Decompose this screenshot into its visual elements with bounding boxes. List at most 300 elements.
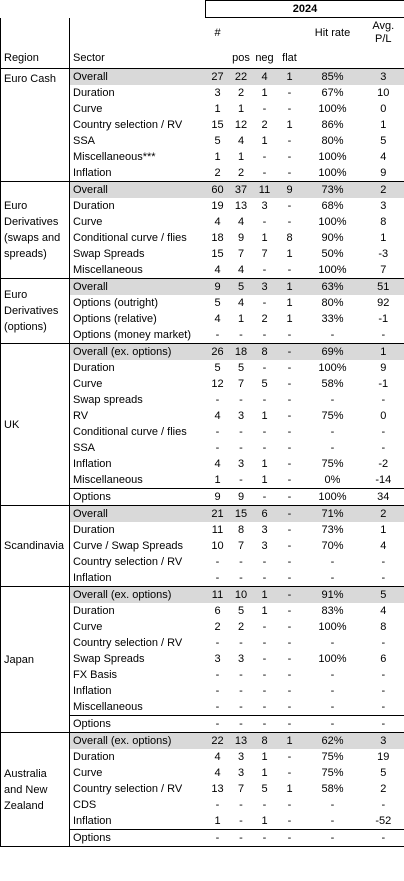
- flat-cell: -: [287, 394, 292, 406]
- flat-cell: -: [287, 767, 292, 779]
- count-cell: -: [206, 830, 230, 847]
- neg-cell: 2: [261, 119, 268, 131]
- count-cell: -: [215, 426, 220, 438]
- hit-rate-cell: 71%: [303, 506, 363, 523]
- flat-cell: 1: [286, 248, 293, 260]
- neg-cell: -: [262, 394, 267, 406]
- sector-label: Miscellaneous: [70, 699, 206, 716]
- hit-rate-cell: 100%: [318, 653, 347, 665]
- pos-cell: 4: [230, 262, 253, 279]
- pos-cell: 3: [237, 410, 245, 422]
- avg-pl-cell: 2: [363, 506, 404, 523]
- sector-label: Options: [70, 489, 206, 506]
- avg-pl-cell: 3: [363, 198, 404, 214]
- flat-cell: -: [287, 669, 292, 681]
- hit-rate-cell: -: [330, 701, 335, 713]
- year-header-row: [1, 1, 404, 18]
- pos-cell: -: [239, 474, 243, 486]
- neg-cell: 6: [253, 506, 277, 523]
- hit-rate-cell: -: [303, 716, 363, 733]
- hit-rate-cell: 69%: [303, 344, 363, 361]
- pos-cell: -: [239, 442, 243, 454]
- flat-cell: -: [277, 587, 303, 604]
- sector-header: Sector: [70, 18, 206, 69]
- sector-label: Overall (ex. options): [70, 733, 206, 750]
- flat-cell: 1: [277, 733, 303, 750]
- neg-cell: -: [253, 830, 277, 847]
- count-cell: 9: [206, 279, 230, 296]
- avg-pl-cell: 5: [363, 587, 404, 604]
- table-row: [1, 733, 404, 750]
- hit-rate-cell: 73%: [321, 524, 344, 536]
- neg-cell: -: [253, 327, 277, 344]
- flat-cell: -: [277, 506, 303, 523]
- sector-label: Overall: [70, 182, 206, 199]
- neg-cell: 1: [261, 474, 268, 486]
- sector-label: RV: [70, 408, 206, 424]
- neg-cell: 8: [253, 733, 277, 750]
- hit-rate-cell: 0%: [324, 474, 341, 486]
- pos-cell: 5: [237, 362, 245, 374]
- pos-cell: -: [239, 799, 243, 811]
- avg-pl-cell: 2: [363, 182, 404, 199]
- flat-cell: -: [287, 151, 292, 163]
- avg-pl-cell: -2: [363, 456, 404, 472]
- pos-cell: 13: [230, 733, 253, 750]
- pos-cell: 2: [230, 165, 253, 182]
- flat-cell: -: [287, 751, 292, 763]
- flat-cell: -: [287, 378, 292, 390]
- pos-cell: 8: [237, 524, 245, 536]
- sector-label: Country selection / RV: [70, 635, 206, 651]
- count-cell: 18: [211, 232, 224, 244]
- count-cell: 4: [206, 262, 230, 279]
- hit-rate-cell: 83%: [321, 605, 344, 617]
- neg-header: neg: [253, 18, 277, 69]
- hit-rate-cell: 100%: [303, 262, 363, 279]
- pos-cell: -: [239, 556, 243, 568]
- hit-rate-cell: -: [330, 556, 335, 568]
- flat-cell: -: [277, 830, 303, 847]
- neg-cell: 5: [261, 378, 268, 390]
- sector-label: Options (outright): [70, 295, 206, 311]
- flat-cell: -: [277, 716, 303, 733]
- sector-label: Inflation: [70, 813, 206, 830]
- count-cell: -: [206, 716, 230, 733]
- neg-cell: -: [262, 151, 267, 163]
- hit-rate-cell: 100%: [318, 621, 347, 633]
- region-label: Japan: [1, 587, 70, 733]
- count-cell: 4: [214, 458, 221, 470]
- count-cell: 4: [214, 313, 221, 325]
- hit-rate-cell: 91%: [303, 587, 363, 604]
- hit-rate-cell: -: [330, 685, 335, 697]
- avg-pl-cell: -52: [363, 813, 404, 830]
- pos-cell: -: [239, 701, 243, 713]
- flat-cell: 1: [286, 119, 293, 131]
- hit-rate-cell: 100%: [318, 151, 347, 163]
- avg-pl-cell: 0: [363, 101, 404, 117]
- count-cell: 5: [214, 297, 221, 309]
- neg-cell: 8: [253, 344, 277, 361]
- sector-label: Duration: [70, 749, 206, 765]
- region-label: Scandinavia: [1, 506, 70, 587]
- avg-pl-cell: 8: [363, 619, 404, 635]
- hit-rate-cell: 58%: [321, 378, 344, 390]
- sector-label: Curve: [70, 376, 206, 392]
- flat-cell: -: [277, 570, 303, 587]
- count-cell: 2: [206, 165, 230, 182]
- avg-pl-cell: -: [363, 830, 404, 847]
- neg-cell: -: [262, 103, 267, 115]
- count-cell: 3: [214, 653, 221, 665]
- hit-rate-cell: 80%: [321, 135, 344, 147]
- pos-cell: 18: [230, 344, 253, 361]
- avg-pl-cell: 3: [363, 733, 404, 750]
- pos-cell: 7: [237, 783, 245, 795]
- flat-cell: -: [287, 442, 292, 454]
- avg-pl-cell: 10: [363, 85, 404, 101]
- hit-rate-header: Hit rate: [303, 18, 363, 69]
- hit-rate-cell: 86%: [321, 119, 344, 131]
- pos-cell: 2: [237, 621, 245, 633]
- neg-cell: 1: [261, 605, 268, 617]
- count-cell: 26: [206, 344, 230, 361]
- avg-pl-header: Avg. P/L: [363, 18, 404, 69]
- pos-cell: -: [230, 716, 253, 733]
- pos-cell: 2: [237, 87, 245, 99]
- region-header: Region: [1, 18, 70, 69]
- avg-pl-cell: 7: [363, 262, 404, 279]
- region-label: Euro Derivatives (swaps and spreads): [1, 182, 70, 279]
- sector-label: Inflation: [70, 683, 206, 699]
- pos-cell: -: [239, 637, 243, 649]
- sector-label: SSA: [70, 133, 206, 149]
- pos-cell: -: [230, 570, 253, 587]
- count-cell: 21: [206, 506, 230, 523]
- hit-rate-cell: -: [303, 830, 363, 847]
- flat-cell: -: [287, 540, 292, 552]
- count-cell: 3: [214, 87, 221, 99]
- neg-cell: 1: [261, 135, 268, 147]
- year-header: 2024: [206, 1, 404, 18]
- avg-pl-cell: -: [363, 716, 404, 733]
- sector-label: Curve: [70, 214, 206, 230]
- sector-label: Conditional curve / flies: [70, 424, 206, 440]
- count-cell: 15: [211, 119, 224, 131]
- neg-cell: 1: [261, 815, 268, 827]
- neg-cell: -: [262, 637, 267, 649]
- sector-label: SSA: [70, 440, 206, 456]
- neg-cell: -: [253, 570, 277, 587]
- count-cell: -: [215, 669, 220, 681]
- neg-cell: -: [253, 716, 277, 733]
- count-cell: 4: [214, 410, 221, 422]
- count-cell: 4: [214, 767, 221, 779]
- count-cell: -: [206, 327, 230, 344]
- count-cell: 15: [211, 248, 224, 260]
- neg-cell: 1: [261, 410, 268, 422]
- count-cell: -: [215, 556, 220, 568]
- flat-cell: -: [287, 701, 292, 713]
- count-cell: 1: [214, 103, 221, 115]
- sector-label: Options: [70, 830, 206, 847]
- avg-pl-cell: 5: [363, 133, 404, 149]
- hit-rate-cell: 58%: [321, 783, 344, 795]
- flat-cell: -: [287, 685, 292, 697]
- hit-rate-cell: 62%: [303, 733, 363, 750]
- pos-cell: -: [239, 426, 243, 438]
- pos-cell: -: [230, 830, 253, 847]
- avg-pl-cell: 4: [363, 149, 404, 165]
- pos-cell: 9: [237, 232, 245, 244]
- column-header-row: [1, 18, 404, 69]
- flat-cell: -: [287, 815, 292, 827]
- sector-label: Swap Spreads: [70, 246, 206, 262]
- flat-cell: -: [287, 410, 292, 422]
- avg-pl-cell: 4: [363, 603, 404, 619]
- pos-cell: 37: [230, 182, 253, 199]
- hit-rate-cell: -: [330, 815, 335, 827]
- flat-cell: -: [287, 799, 292, 811]
- count-cell: 2: [214, 621, 221, 633]
- avg-pl-cell: -: [363, 392, 404, 408]
- sector-label: Duration: [70, 522, 206, 538]
- avg-pl-cell: -: [363, 424, 404, 440]
- avg-pl-cell: 1: [363, 522, 404, 538]
- hit-rate-cell: -: [330, 799, 335, 811]
- flat-cell: -: [287, 621, 292, 633]
- avg-pl-cell: 3: [363, 69, 404, 86]
- sector-label: Duration: [70, 603, 206, 619]
- count-cell: -: [206, 570, 230, 587]
- avg-pl-cell: -: [363, 699, 404, 716]
- neg-cell: 1: [261, 751, 268, 763]
- avg-pl-cell: -: [363, 667, 404, 683]
- sector-label: Country selection / RV: [70, 781, 206, 797]
- count-header: #: [206, 18, 230, 69]
- neg-cell: 5: [261, 783, 268, 795]
- avg-pl-cell: -1: [363, 376, 404, 392]
- flat-cell: 1: [286, 783, 293, 795]
- count-cell: 1: [214, 815, 221, 827]
- count-cell: 19: [211, 200, 224, 212]
- table-row: [1, 69, 404, 86]
- sector-label: Curve: [70, 619, 206, 635]
- sector-label: Overall: [70, 506, 206, 523]
- neg-cell: -: [262, 442, 267, 454]
- pos-cell: 12: [234, 119, 248, 131]
- pos-cell: -: [239, 815, 243, 827]
- count-cell: 4: [214, 216, 221, 228]
- pos-cell: 3: [237, 458, 245, 470]
- sector-label: Conditional curve / flies: [70, 230, 206, 246]
- table-row: [1, 587, 404, 604]
- sector-label: Options (money market): [70, 327, 206, 344]
- count-cell: -: [215, 394, 220, 406]
- pos-cell: 13: [234, 200, 248, 212]
- flat-cell: 8: [286, 232, 293, 244]
- sector-label: CDS: [70, 797, 206, 813]
- hit-rate-cell: 100%: [318, 216, 347, 228]
- avg-pl-cell: 2: [363, 781, 404, 797]
- count-cell: -: [215, 799, 220, 811]
- avg-pl-cell: 8: [363, 214, 404, 230]
- pos-cell: 5: [230, 279, 253, 296]
- avg-pl-cell: -: [363, 554, 404, 570]
- flat-cell: -: [287, 653, 292, 665]
- sector-label: Swap spreads: [70, 392, 206, 408]
- region-label: Euro Cash: [1, 69, 70, 182]
- hit-rate-cell: -: [303, 570, 363, 587]
- count-cell: 22: [206, 733, 230, 750]
- flat-cell: -: [287, 426, 292, 438]
- avg-pl-cell: -: [363, 797, 404, 813]
- avg-pl-cell: 1: [363, 230, 404, 246]
- sector-label: FX Basis: [70, 667, 206, 683]
- sector-label: Miscellaneous: [70, 262, 206, 279]
- hit-rate-cell: 90%: [321, 232, 344, 244]
- pos-cell: 1: [237, 103, 245, 115]
- avg-pl-cell: 4: [363, 538, 404, 554]
- sector-label: Miscellaneous: [70, 472, 206, 489]
- hit-rate-cell: 85%: [303, 69, 363, 86]
- hit-rate-cell: 70%: [321, 540, 344, 552]
- sector-label: Duration: [70, 360, 206, 376]
- flat-cell: -: [287, 637, 292, 649]
- avg-pl-cell: 1: [363, 344, 404, 361]
- hit-rate-cell: 80%: [321, 297, 344, 309]
- hit-rate-cell: 67%: [321, 87, 344, 99]
- count-cell: 5: [214, 135, 221, 147]
- count-cell: -: [215, 685, 220, 697]
- pos-cell: -: [230, 327, 253, 344]
- pos-cell: 4: [237, 135, 245, 147]
- avg-pl-cell: 9: [363, 165, 404, 182]
- flat-cell: 1: [286, 313, 293, 325]
- flat-cell: -: [287, 135, 292, 147]
- count-cell: 10: [211, 540, 224, 552]
- neg-cell: 1: [261, 232, 268, 244]
- table-body: [1, 69, 404, 847]
- avg-pl-cell: 1: [363, 117, 404, 133]
- count-cell: 60: [206, 182, 230, 199]
- flat-cell: -: [277, 262, 303, 279]
- hit-rate-cell: -: [330, 442, 335, 454]
- avg-pl-cell: 51: [363, 279, 404, 296]
- neg-cell: 3: [261, 200, 268, 212]
- count-cell: 6: [214, 605, 221, 617]
- count-cell: 5: [214, 362, 221, 374]
- pos-cell: 1: [237, 313, 245, 325]
- sector-label: Overall: [70, 279, 206, 296]
- flat-cell: -: [287, 556, 292, 568]
- neg-cell: -: [262, 556, 267, 568]
- avg-pl-cell: -: [363, 440, 404, 456]
- pos-header: pos: [230, 18, 253, 69]
- avg-pl-cell: 0: [363, 408, 404, 424]
- neg-cell: 2: [261, 313, 268, 325]
- sector-label: Overall (ex. options): [70, 587, 206, 604]
- hit-rate-cell: -: [330, 637, 335, 649]
- flat-cell: -: [287, 362, 292, 374]
- neg-cell: -: [262, 701, 267, 713]
- hit-rate-cell: -: [303, 327, 363, 344]
- flat-cell: -: [287, 524, 292, 536]
- avg-pl-cell: -: [363, 683, 404, 699]
- count-cell: -: [215, 701, 220, 713]
- count-cell: 1: [214, 151, 221, 163]
- sector-label: Inflation: [70, 456, 206, 472]
- sector-label: Miscellaneous***: [70, 149, 206, 165]
- flat-cell: -: [287, 216, 292, 228]
- hit-rate-cell: -: [330, 394, 335, 406]
- sector-label: Swap Spreads: [70, 651, 206, 667]
- region-label: Australia and New Zealand: [1, 733, 70, 847]
- table-row: [1, 182, 404, 199]
- sector-label: Inflation: [70, 570, 206, 587]
- neg-cell: -: [262, 799, 267, 811]
- avg-pl-cell: 19: [363, 749, 404, 765]
- pos-cell: 7: [237, 378, 245, 390]
- pos-cell: 5: [237, 605, 245, 617]
- neg-cell: -: [262, 426, 267, 438]
- count-cell: -: [215, 442, 220, 454]
- count-cell: 12: [211, 378, 224, 390]
- sector-label: Curve: [70, 101, 206, 117]
- avg-pl-cell: -3: [363, 246, 404, 262]
- avg-pl-cell: 6: [363, 651, 404, 667]
- region-label: Euro Derivatives (options): [1, 279, 70, 344]
- neg-cell: 1: [261, 458, 268, 470]
- table-row: [1, 344, 404, 361]
- flat-cell: -: [277, 327, 303, 344]
- sector-label: Country selection / RV: [70, 117, 206, 133]
- hit-rate-cell: 75%: [321, 458, 344, 470]
- avg-pl-cell: -: [363, 327, 404, 344]
- neg-cell: -: [253, 165, 277, 182]
- hit-rate-cell: -: [330, 669, 335, 681]
- pos-cell: -: [239, 394, 243, 406]
- sector-label: Duration: [70, 85, 206, 101]
- neg-cell: -: [253, 262, 277, 279]
- neg-cell: -: [262, 297, 267, 309]
- neg-cell: -: [262, 621, 267, 633]
- flat-cell: 1: [277, 69, 303, 86]
- hit-rate-cell: 75%: [321, 767, 344, 779]
- count-cell: 13: [211, 783, 224, 795]
- avg-pl-cell: -1: [363, 311, 404, 327]
- neg-cell: -: [262, 653, 267, 665]
- hit-rate-cell: 100%: [303, 489, 363, 506]
- pos-cell: 15: [230, 506, 253, 523]
- hit-rate-cell: 100%: [318, 103, 347, 115]
- pos-cell: 4: [237, 297, 245, 309]
- sector-label: Curve: [70, 765, 206, 781]
- pos-cell: 7: [237, 248, 245, 260]
- avg-pl-cell: -: [363, 635, 404, 651]
- pos-cell: 1: [237, 151, 245, 163]
- sector-label: Inflation: [70, 165, 206, 182]
- neg-cell: 3: [253, 279, 277, 296]
- hit-rate-cell: 73%: [303, 182, 363, 199]
- count-cell: 4: [214, 751, 221, 763]
- pos-cell: -: [239, 669, 243, 681]
- avg-pl-cell: -: [363, 570, 404, 587]
- neg-cell: 1: [261, 87, 268, 99]
- neg-cell: -: [262, 362, 267, 374]
- pos-cell: 3: [237, 751, 245, 763]
